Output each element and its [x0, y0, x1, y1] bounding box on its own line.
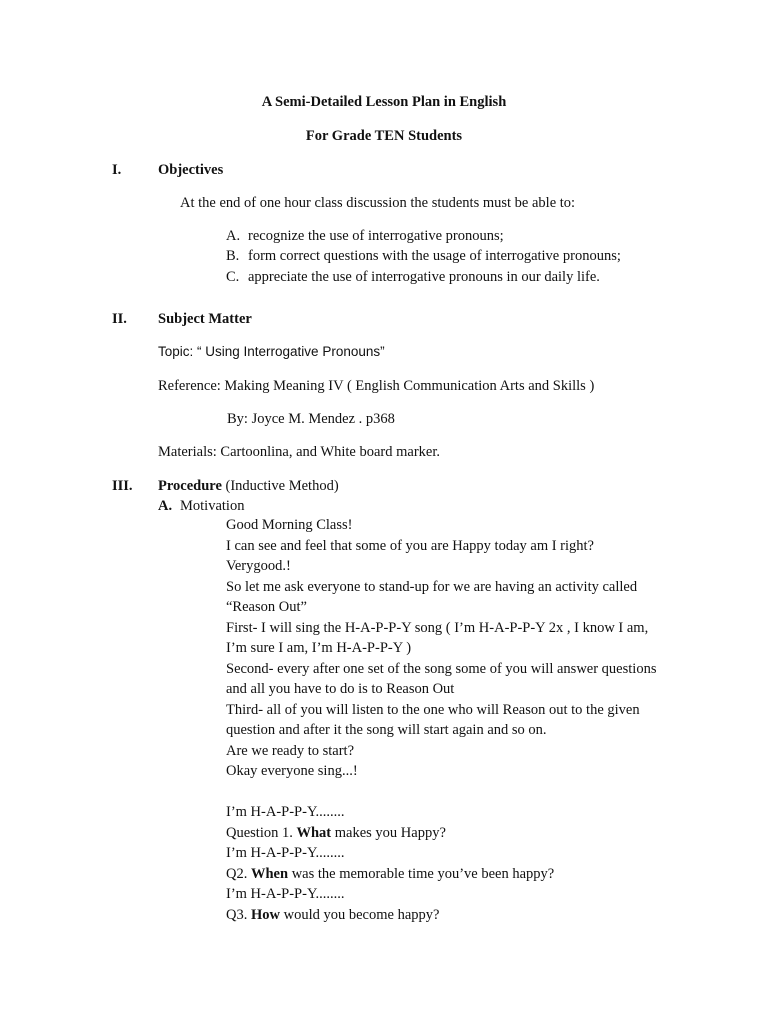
section-3-heading — [158, 476, 339, 497]
q1-keyword: What — [296, 824, 332, 841]
section-2-numeral: II. — [112, 311, 127, 327]
section-1-heading: Objectives — [158, 162, 224, 178]
objective-text: form correct questions with the usage of interrogative pronouns; — [248, 248, 621, 264]
q2-prefix: Q2. — [226, 865, 251, 882]
section-3-numeral: III. — [112, 478, 133, 494]
motivation-subheading — [158, 496, 244, 517]
q3-prefix: Q3. — [226, 906, 251, 923]
script-line: Third- all of you will listen to the one who will Reason out to the given — [226, 701, 640, 718]
objective-text: recognize the use of interrogative pronouns; — [248, 228, 504, 244]
procedure-heading-bold: Procedure — [158, 478, 222, 494]
objective-item — [226, 246, 621, 267]
section-1-numeral: I. — [112, 162, 122, 178]
song-line: I’m H-A-P-P-Y........ — [226, 845, 345, 861]
song-line: I’m H-A-P-P-Y........ — [226, 804, 345, 820]
question-1 — [226, 823, 686, 844]
script-line: question and after it the song will start again and so on. — [226, 722, 547, 738]
script-line: Okay everyone sing...! — [226, 763, 358, 779]
motivation-script — [226, 515, 686, 925]
script-line: Are we ready to start? — [226, 742, 355, 759]
objective-label: B. — [226, 248, 240, 264]
q1-rest: makes you Happy? — [331, 824, 446, 841]
objective-item — [226, 226, 504, 247]
topic-line: Topic: “ Using Interrogative Pronouns” — [158, 344, 385, 359]
script-line: and all you have to do is to Reason Out — [226, 681, 455, 697]
motivation-text: Motivation — [180, 498, 245, 514]
objective-item — [226, 267, 600, 288]
motivation-label: A. — [158, 498, 173, 514]
objective-label: A. — [226, 228, 241, 244]
script-line: I’m sure I am, I’m H-A-P-P-Y ) — [226, 640, 412, 656]
materials-line: Materials: Cartoonlina, and White board marker. — [158, 444, 440, 460]
q2-keyword: When — [250, 865, 289, 882]
objectives-intro: At the end of one hour class discussion the students must be able to: — [180, 195, 576, 211]
author-line: By: Joyce M. Mendez . p368 — [227, 411, 395, 427]
script-line: Verygood.! — [226, 558, 291, 574]
objective-label: C. — [226, 269, 240, 285]
question-2 — [226, 864, 686, 885]
blank-line — [226, 782, 686, 803]
script-line: Good Morning Class! — [226, 517, 353, 533]
q1-prefix: Question 1. — [226, 824, 297, 841]
document-title: A Semi-Detailed Lesson Plan in English — [261, 94, 507, 110]
objective-text: appreciate the use of interrogative pronouns in our daily life. — [248, 269, 600, 285]
song-line: I’m H-A-P-P-Y........ — [226, 886, 345, 902]
script-line: First- I will sing the H-A-P-P-Y song ( I’m H-A-P-P-Y 2x , I know I am, — [226, 619, 649, 636]
question-3 — [226, 905, 686, 926]
reference-line: Reference: Making Meaning IV ( English Communication Arts and Skills ) — [158, 378, 595, 394]
q2-rest: was the memorable time you’ve been happy? — [288, 865, 555, 882]
script-line: “Reason Out” — [226, 599, 307, 615]
document-subtitle: For Grade TEN Students — [305, 128, 463, 144]
script-line: Second- every after one set of the song some of you will answer questions — [226, 660, 657, 677]
script-line: So let me ask everyone to stand-up for we are having an activity called — [226, 578, 638, 595]
section-2-heading: Subject Matter — [158, 311, 252, 327]
q3-rest: would you become happy? — [279, 906, 440, 923]
procedure-method: (Inductive Method) — [221, 478, 339, 494]
q3-keyword: How — [250, 906, 280, 923]
script-line: I can see and feel that some of you are Happy today am I right? — [226, 537, 594, 554]
